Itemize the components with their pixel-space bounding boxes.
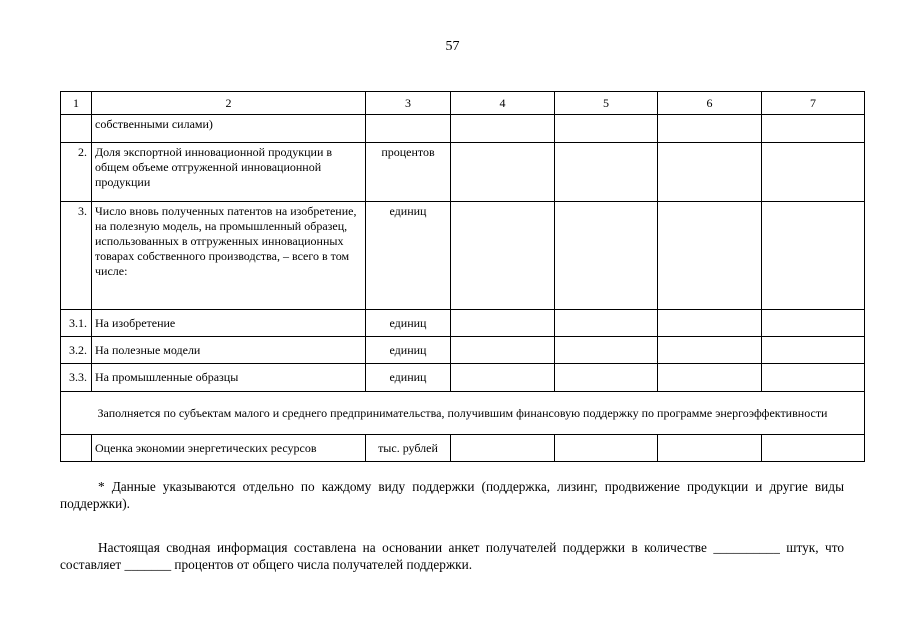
row-number (61, 435, 92, 462)
row-name: На изобретение (92, 310, 366, 337)
row-name: На полезные модели (92, 337, 366, 364)
value-cell (451, 310, 555, 337)
value-cell (451, 337, 555, 364)
value-cell (555, 364, 658, 392)
value-cell (762, 364, 865, 392)
row-name: Доля экспортной инновационной продукции в общем объеме отгруженной инновационной продукции (92, 143, 366, 202)
row-number: 3.3. (61, 364, 92, 392)
row-name: Оценка экономии энергетических ресурсов (92, 435, 366, 462)
value-cell (451, 143, 555, 202)
value-cell (555, 115, 658, 143)
summary-paragraph (60, 539, 844, 573)
report-table (60, 91, 865, 462)
value-cell (658, 310, 762, 337)
header-cell: 7 (762, 92, 865, 115)
header-cell: 5 (555, 92, 658, 115)
table-row (61, 435, 865, 462)
value-cell (451, 202, 555, 310)
value-cell (555, 143, 658, 202)
row-name: собственными силами) (92, 115, 366, 143)
value-cell (762, 337, 865, 364)
table-row (61, 202, 865, 310)
row-number: 2. (61, 143, 92, 202)
row-unit: процентов (366, 143, 451, 202)
table-row (61, 310, 865, 337)
row-number: 3.2. (61, 337, 92, 364)
row-unit: единиц (366, 337, 451, 364)
table-row (61, 364, 865, 392)
energy-efficiency-note: Заполняется по субъектам малого и среднего предпринимательства, получившим финансовую поддержку по программе энергоэффективности (61, 392, 865, 435)
row-unit: единиц (366, 310, 451, 337)
header-cell: 4 (451, 92, 555, 115)
header-cell: 3 (366, 92, 451, 115)
value-cell (658, 143, 762, 202)
row-name: Число вновь полученных патентов на изобретение, на полезную модель, на промышленный образец, использованных в отгруженных инновационных товарах собственного производства, – всего в том числе: (92, 202, 366, 310)
table-header-row (61, 92, 865, 115)
value-cell (658, 435, 762, 462)
value-cell (762, 143, 865, 202)
value-cell (762, 115, 865, 143)
value-cell (555, 337, 658, 364)
value-cell (762, 435, 865, 462)
value-cell (658, 202, 762, 310)
value-cell (451, 115, 555, 143)
row-unit: тыс. рублей (366, 435, 451, 462)
value-cell (451, 364, 555, 392)
value-cell (555, 202, 658, 310)
value-cell (658, 115, 762, 143)
footnote-text: * Данные указываются отдельно по каждому виду поддержки (поддержка, лизинг, продвижение продукции и другие виды поддержки). (60, 479, 844, 511)
table-span-row (61, 392, 865, 435)
value-cell (555, 435, 658, 462)
row-number: 3. (61, 202, 92, 310)
row-unit (366, 115, 451, 143)
row-number (61, 115, 92, 143)
value-cell (762, 202, 865, 310)
summary-text: Настоящая сводная информация составлена на основании анкет получателей поддержки в количестве __________ штук, что составляет _______ процентов от общего числа получателей поддержки. (60, 540, 844, 572)
header-cell: 6 (658, 92, 762, 115)
header-cell: 2 (92, 92, 366, 115)
row-name: На промышленные образцы (92, 364, 366, 392)
header-cell: 1 (61, 92, 92, 115)
table-row (61, 115, 865, 143)
table-row (61, 143, 865, 202)
value-cell (658, 337, 762, 364)
footnote (60, 478, 844, 512)
value-cell (451, 435, 555, 462)
table-row (61, 337, 865, 364)
value-cell (762, 310, 865, 337)
page-number: 57 (445, 39, 460, 54)
row-unit: единиц (366, 202, 451, 310)
row-unit: единиц (366, 364, 451, 392)
value-cell (555, 310, 658, 337)
row-number: 3.1. (61, 310, 92, 337)
value-cell (658, 364, 762, 392)
